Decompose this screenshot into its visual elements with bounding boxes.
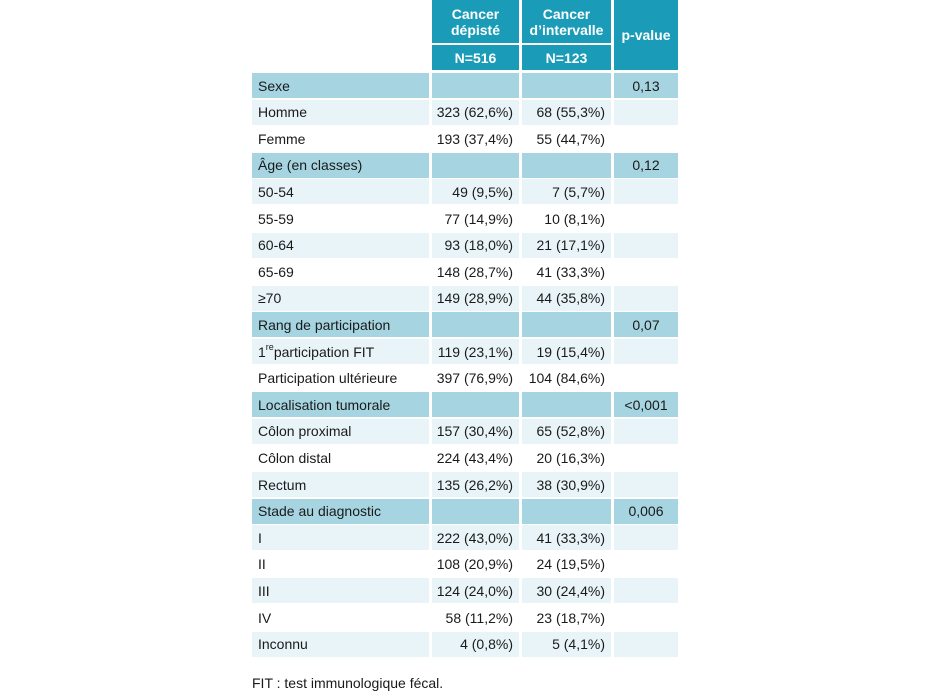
- value-pvalue: 0,13: [614, 73, 678, 98]
- value-cancer-depiste: 323 (62,6%): [432, 100, 519, 125]
- row-label: I: [252, 525, 429, 550]
- value-cancer-intervalle: [522, 392, 611, 417]
- value-pvalue: [614, 179, 678, 204]
- value-cancer-intervalle: 38 (30,9%): [522, 472, 611, 497]
- value-cancer-depiste: [432, 392, 519, 417]
- value-pvalue: 0,07: [614, 312, 678, 337]
- value-pvalue: [614, 126, 678, 151]
- value-cancer-depiste: 157 (30,4%): [432, 419, 519, 444]
- section-label: Âge (en classes): [252, 153, 429, 178]
- value-cancer-depiste: 93 (18,0%): [432, 233, 519, 258]
- value-pvalue: [614, 578, 678, 603]
- value-cancer-intervalle: 30 (24,4%): [522, 578, 611, 603]
- row-label: ≥70: [252, 286, 429, 311]
- value-cancer-intervalle: 7 (5,7%): [522, 179, 611, 204]
- row-label: Femme: [252, 126, 429, 151]
- value-pvalue: [614, 100, 678, 125]
- row-label: Homme: [252, 100, 429, 125]
- value-cancer-depiste: 119 (23,1%): [432, 339, 519, 364]
- header-cancer-depiste: [432, 0, 519, 43]
- value-cancer-depiste: 77 (14,9%): [432, 206, 519, 231]
- header-n-depiste: N=516: [432, 45, 519, 70]
- row-label: 50-54: [252, 179, 429, 204]
- value-cancer-intervalle: 21 (17,1%): [522, 233, 611, 258]
- value-pvalue: [614, 525, 678, 550]
- row-label: 65-69: [252, 259, 429, 284]
- value-cancer-intervalle: 44 (35,8%): [522, 286, 611, 311]
- value-cancer-depiste: [432, 499, 519, 524]
- value-cancer-intervalle: 19 (15,4%): [522, 339, 611, 364]
- value-cancer-intervalle: [522, 73, 611, 98]
- row-label: 60-64: [252, 233, 429, 258]
- value-cancer-depiste: [432, 312, 519, 337]
- value-cancer-depiste: 4 (0,8%): [432, 632, 519, 657]
- value-pvalue: [614, 445, 678, 470]
- header-cancer-intervalle: [522, 0, 611, 43]
- value-pvalue: [614, 206, 678, 231]
- header-text: d’intervalle: [529, 21, 604, 38]
- footnote: FIT : test immunologique fécal.: [252, 675, 444, 691]
- value-cancer-intervalle: 20 (16,3%): [522, 445, 611, 470]
- row-label: Participation ultérieure: [252, 366, 429, 391]
- row-label: Rectum: [252, 472, 429, 497]
- value-cancer-intervalle: [522, 312, 611, 337]
- value-cancer-intervalle: 68 (55,3%): [522, 100, 611, 125]
- value-cancer-depiste: [432, 73, 519, 98]
- value-cancer-depiste: 149 (28,9%): [432, 286, 519, 311]
- section-label: Rang de participation: [252, 312, 429, 337]
- value-pvalue: [614, 419, 678, 444]
- value-cancer-depiste: 58 (11,2%): [432, 605, 519, 630]
- value-cancer-depiste: 397 (76,9%): [432, 366, 519, 391]
- value-cancer-depiste: [432, 153, 519, 178]
- section-label: Localisation tumorale: [252, 392, 429, 417]
- value-cancer-intervalle: 65 (52,8%): [522, 419, 611, 444]
- header-pvalue: p-value: [614, 0, 678, 70]
- row-label: 1 $^{re}$ participation FIT: [252, 339, 429, 364]
- row-label: Inconnu: [252, 632, 429, 657]
- row-label: III: [252, 578, 429, 603]
- value-cancer-depiste: 148 (28,7%): [432, 259, 519, 284]
- header-text: Cancer: [542, 5, 591, 22]
- value-pvalue: [614, 339, 678, 364]
- value-cancer-depiste: 222 (43,0%): [432, 525, 519, 550]
- section-label: Sexe: [252, 73, 429, 98]
- row-label: 55-59: [252, 206, 429, 231]
- value-cancer-intervalle: 104 (84,6%): [522, 366, 611, 391]
- value-cancer-depiste: 124 (24,0%): [432, 578, 519, 603]
- row-label: II: [252, 552, 429, 577]
- value-pvalue: [614, 286, 678, 311]
- value-pvalue: [614, 259, 678, 284]
- value-cancer-depiste: 193 (37,4%): [432, 126, 519, 151]
- value-cancer-depiste: 49 (9,5%): [432, 179, 519, 204]
- header-text: Cancer: [451, 5, 500, 22]
- value-pvalue: <0,001: [614, 392, 678, 417]
- value-pvalue: [614, 605, 678, 630]
- value-cancer-intervalle: 41 (33,3%): [522, 525, 611, 550]
- value-pvalue: 0,006: [614, 499, 678, 524]
- header-text: dépisté: [450, 21, 500, 38]
- value-cancer-depiste: 135 (26,2%): [432, 472, 519, 497]
- value-pvalue: [614, 632, 678, 657]
- section-label: Stade au diagnostic: [252, 499, 429, 524]
- value-cancer-intervalle: 24 (19,5%): [522, 552, 611, 577]
- value-pvalue: [614, 552, 678, 577]
- value-cancer-intervalle: 41 (33,3%): [522, 259, 611, 284]
- value-cancer-intervalle: 23 (18,7%): [522, 605, 611, 630]
- value-cancer-intervalle: 10 (8,1%): [522, 206, 611, 231]
- header-n-intervalle: N=123: [522, 45, 611, 70]
- value-cancer-depiste: 224 (43,4%): [432, 445, 519, 470]
- row-label: Côlon distal: [252, 445, 429, 470]
- row-label: Côlon proximal: [252, 419, 429, 444]
- value-pvalue: [614, 366, 678, 391]
- value-pvalue: [614, 472, 678, 497]
- value-pvalue: 0,12: [614, 153, 678, 178]
- value-cancer-depiste: 108 (20,9%): [432, 552, 519, 577]
- row-label: IV: [252, 605, 429, 630]
- value-pvalue: [614, 233, 678, 258]
- value-cancer-intervalle: [522, 499, 611, 524]
- value-cancer-intervalle: 5 (4,1%): [522, 632, 611, 657]
- value-cancer-intervalle: 55 (44,7%): [522, 126, 611, 151]
- value-cancer-intervalle: [522, 153, 611, 178]
